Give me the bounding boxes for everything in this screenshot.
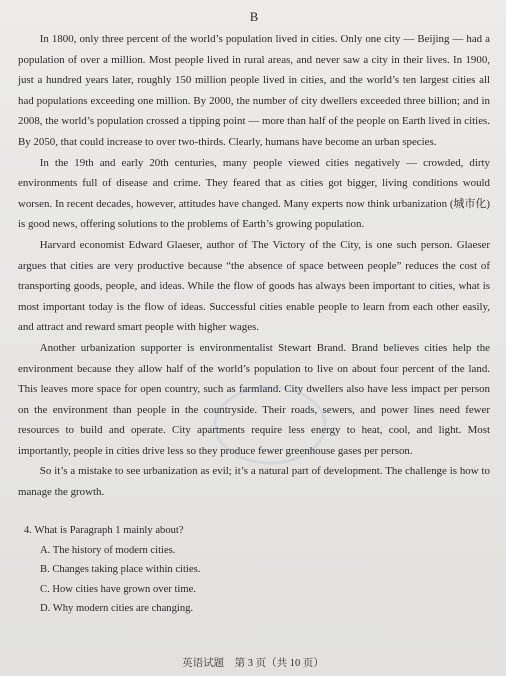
- option-d[interactable]: D. Why modern cities are changing.: [40, 603, 194, 615]
- paragraph-5: So it’s a mistake to see urbanization as evil; it’s a natural part of development. The challenge is how to manage the growth.: [18, 465, 490, 499]
- option-c[interactable]: C. How cities have grown over time.: [40, 583, 196, 595]
- option-b[interactable]: B. Changes taking place within cities.: [40, 564, 201, 576]
- paragraph-1: In 1800, only three percent of the world’s population lived in cities. Only one city — Beijing — had a population of over a million. Most people lived in rural areas, and never saw a city in their lives. In 1900, just a hundred years later, roughly 150 million people lived in cities, and the world’s ten largest cities all had populations exceeding one million. By 2000, the number of city dwellers exceeded three billion; and in 2008, the world’s population crossed a tipping point — more than half of the people on Earth lived in cities. By 2050, that could increase to over two-thirds. Clearly, humans have become an urban species.: [18, 33, 490, 148]
- page-footer: 英语试题 第 3 页（共 10 页）: [182, 658, 324, 669]
- paragraph-4: Another urbanization supporter is environmentalist Stewart Brand. Brand believes cities help the environment because they allow half of the world’s population to live on about four percent of the land. This leaves more space for open country, such as farmland. City dwellers also have less impact per person on the environment than people in the countryside. Their roads, sewers, and power lines need fewer resources to build and operate. City apartments require less energy to heat, cool, and light. Most importantly, people in cities drive less so they produce fewer greenhouse gases per person.: [18, 341, 490, 457]
- section-label: B: [249, 10, 259, 24]
- question-stem: 4. What is Paragraph 1 mainly about?: [24, 524, 184, 536]
- paragraph-3: Harvard economist Edward Glaeser, author of The Victory of the City, is one such person. Glaeser argues that cities are very productive because “the absence of space between people” reduces the cost of transporting goods, people, and ideas. While the flow of goods has always been important to cities, what is most important today is the flow of ideas. Successful cities enable people to learn from each other easily, and attract and reward smart people with higher wages.: [18, 238, 490, 334]
- paragraph-2: In the 19th and early 20th centuries, many people viewed cities negatively — crowded, dirty environments full of disease and crime. They feared that as cities got bigger, living conditions would worsen. In recent decades, however, attitudes have changed. Many experts now think urbanization (城市化) is good news, offering solutions to the problems of Earth’s growing population.: [18, 156, 490, 231]
- answer-options: [18, 541, 490, 619]
- question-4: [18, 521, 490, 619]
- option-a[interactable]: A. The history of modern cities.: [40, 544, 176, 556]
